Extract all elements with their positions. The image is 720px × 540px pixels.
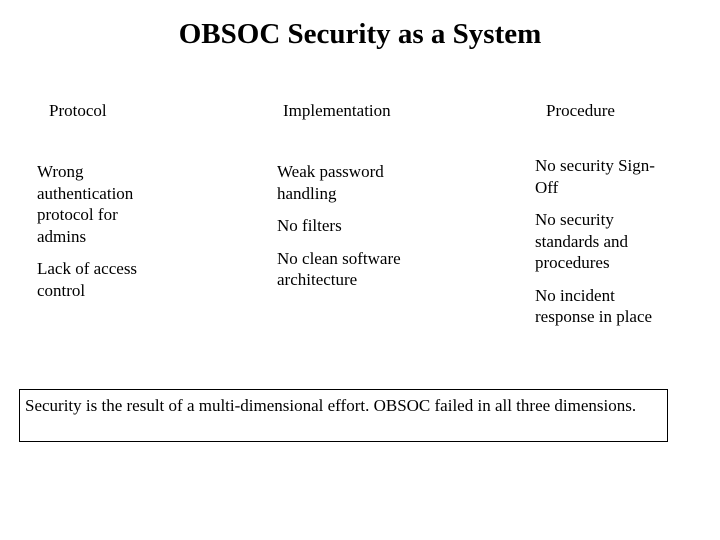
column-heading-procedure: Procedure	[546, 101, 615, 120]
list-item: No security standards and procedures	[535, 210, 629, 272]
list-item: Wrong authentication protocol for admins	[37, 162, 134, 246]
summary-text: Security is the result of a multi-dimensional effort. OBSOC failed in all three dimensions.	[25, 396, 637, 415]
implementation-column	[277, 161, 417, 302]
column-heading-protocol: Protocol	[49, 101, 107, 120]
list-item: No clean software architecture	[277, 248, 401, 289]
list-item: No security Sign-Off	[535, 156, 655, 197]
list-item: No filters	[277, 216, 342, 235]
summary-box	[19, 389, 668, 442]
list-item: Weak password handling	[277, 162, 384, 203]
procedure-column	[535, 155, 660, 339]
slide-title: OBSOC Security as a System	[178, 18, 542, 50]
column-heading-implementation: Implementation	[283, 101, 391, 120]
list-item: No incident response in place	[535, 285, 653, 326]
protocol-column	[37, 161, 167, 312]
list-item: Lack of access control	[37, 259, 138, 300]
